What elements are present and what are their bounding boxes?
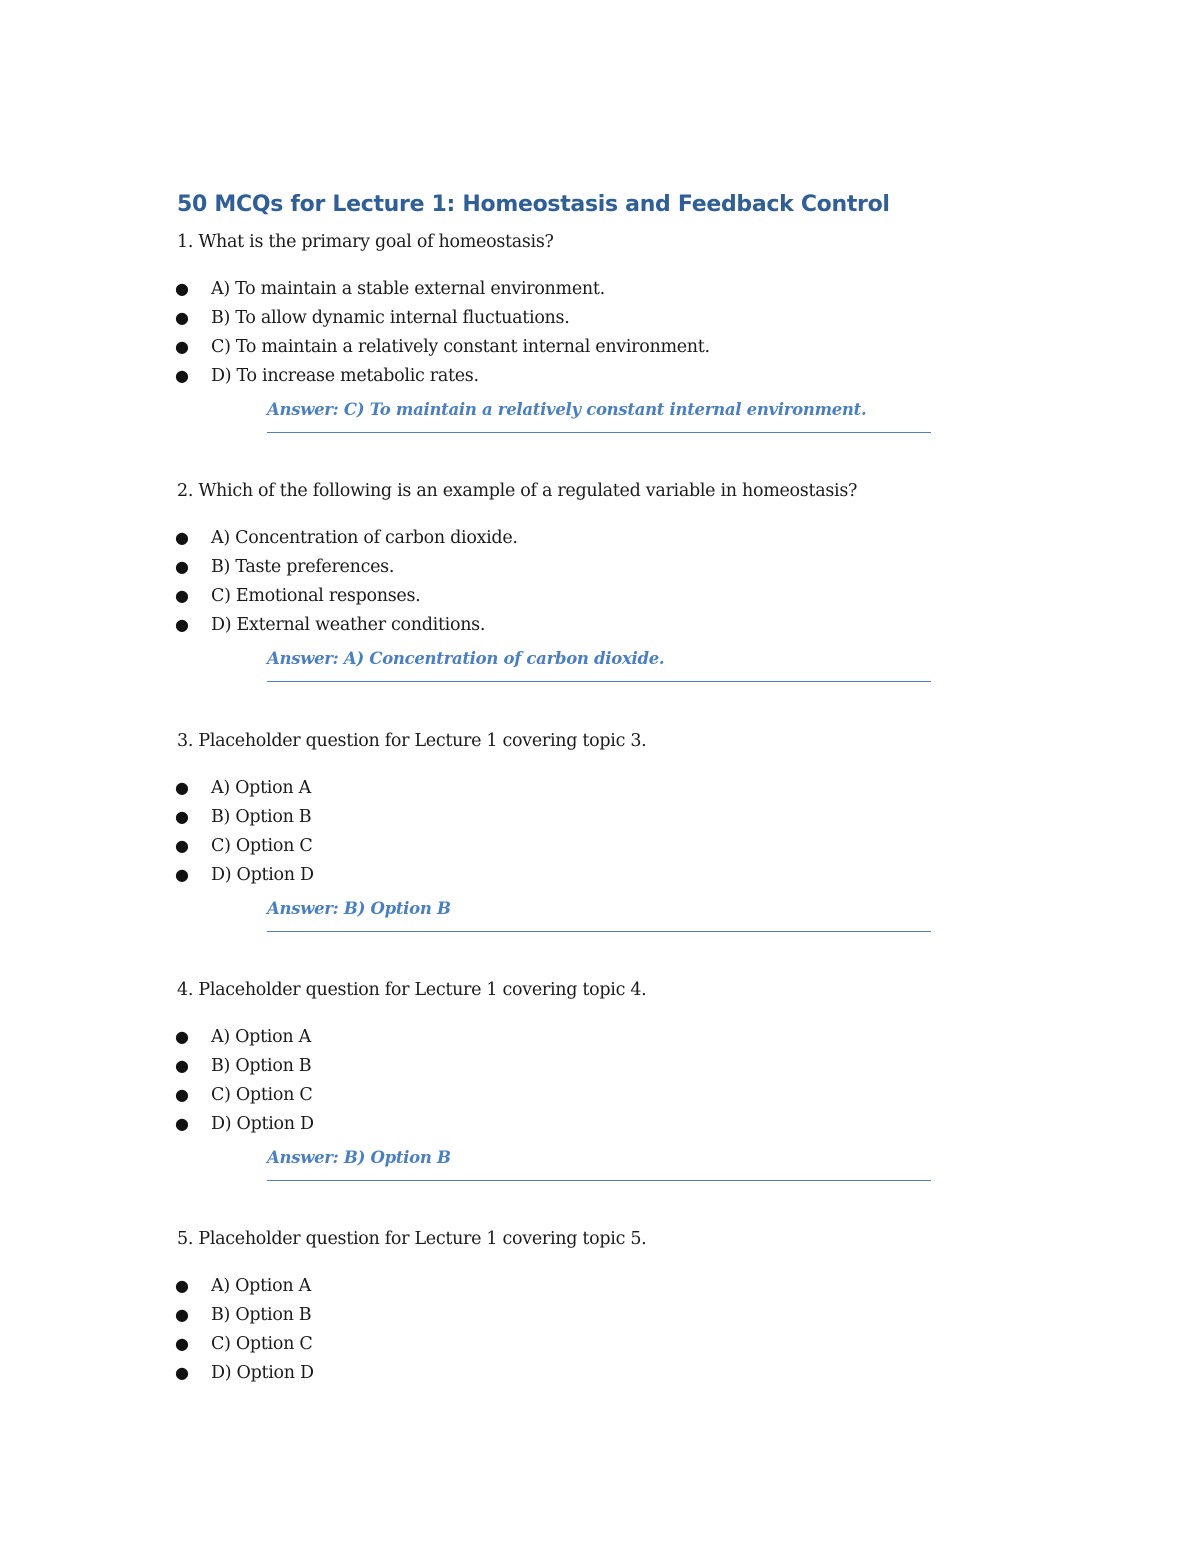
question-text: 1. What is the primary goal of homeostasis?	[177, 232, 554, 252]
option-text: A) Option A	[211, 778, 311, 798]
bullet-icon: ●	[175, 865, 189, 884]
answer-text: Answer: C) To maintain a relatively constant internal environment.	[267, 400, 867, 419]
option-item	[0, 803, 1200, 832]
bullet-icon: ●	[175, 1027, 189, 1046]
bullet-icon: ●	[175, 1056, 189, 1075]
option-item	[0, 275, 1200, 304]
option-item	[0, 333, 1200, 362]
option-text: D) Option D	[211, 1363, 314, 1383]
answer-text: Answer: A) Concentration of carbon dioxide.	[267, 649, 665, 668]
option-text: D) External weather conditions.	[211, 615, 486, 635]
option-text: B) To allow dynamic internal fluctuations.	[211, 308, 570, 328]
options-list	[0, 1023, 1200, 1139]
bullet-icon: ●	[175, 1305, 189, 1324]
option-text: C) To maintain a relatively constant internal environment.	[211, 337, 710, 357]
option-item	[0, 524, 1200, 553]
bullet-icon: ●	[175, 528, 189, 547]
question-text: 2. Which of the following is an example of a regulated variable in homeostasis?	[177, 481, 858, 501]
option-text: D) Option D	[211, 865, 314, 885]
options-list	[0, 774, 1200, 890]
option-item	[0, 582, 1200, 611]
bullet-icon: ●	[175, 1114, 189, 1133]
bullet-icon: ●	[175, 366, 189, 385]
bullet-icon: ●	[175, 615, 189, 634]
option-item	[0, 1023, 1200, 1052]
option-text: D) To increase metabolic rates.	[211, 366, 479, 386]
answer-text: Answer: B) Option B	[267, 899, 451, 918]
option-item	[0, 1110, 1200, 1139]
option-text: A) To maintain a stable external environment.	[211, 279, 605, 299]
answer-callout	[267, 1144, 931, 1181]
option-item	[0, 362, 1200, 391]
bullet-icon: ●	[175, 1276, 189, 1295]
option-text: A) Concentration of carbon dioxide.	[211, 528, 518, 548]
option-item	[0, 774, 1200, 803]
bullet-icon: ●	[175, 836, 189, 855]
option-text: B) Taste preferences.	[211, 557, 395, 577]
option-item	[0, 553, 1200, 582]
bullet-icon: ●	[175, 1334, 189, 1353]
option-item	[0, 1359, 1200, 1388]
option-text: B) Option B	[211, 1056, 312, 1076]
bullet-icon: ●	[175, 586, 189, 605]
option-text: C) Option C	[211, 1334, 313, 1354]
answer-text: Answer: B) Option B	[267, 1148, 451, 1167]
option-text: D) Option D	[211, 1114, 314, 1134]
option-text: A) Option A	[211, 1027, 311, 1047]
option-text: C) Emotional responses.	[211, 586, 421, 606]
option-item	[0, 861, 1200, 890]
option-text: B) Option B	[211, 807, 312, 827]
question-text: 3. Placeholder question for Lecture 1 covering topic 3.	[177, 731, 647, 751]
bullet-icon: ●	[175, 1085, 189, 1104]
options-list	[0, 524, 1200, 640]
answer-callout	[267, 895, 931, 932]
option-item	[0, 1272, 1200, 1301]
document-title: 50 MCQs for Lecture 1: Homeostasis and Feedback Control	[177, 192, 890, 217]
question-text: 4. Placeholder question for Lecture 1 covering topic 4.	[177, 980, 647, 1000]
bullet-icon: ●	[175, 807, 189, 826]
question-text: 5. Placeholder question for Lecture 1 covering topic 5.	[177, 1229, 647, 1249]
bullet-icon: ●	[175, 279, 189, 298]
options-list	[0, 1272, 1200, 1388]
option-item	[0, 1052, 1200, 1081]
bullet-icon: ●	[175, 337, 189, 356]
answer-callout	[267, 645, 931, 682]
option-text: B) Option B	[211, 1305, 312, 1325]
option-item	[0, 1081, 1200, 1110]
option-item	[0, 1330, 1200, 1359]
bullet-icon: ●	[175, 1363, 189, 1382]
option-item	[0, 304, 1200, 333]
bullet-icon: ●	[175, 557, 189, 576]
option-item	[0, 832, 1200, 861]
option-item	[0, 611, 1200, 640]
bullet-icon: ●	[175, 778, 189, 797]
option-text: C) Option C	[211, 1085, 313, 1105]
options-list	[0, 275, 1200, 391]
answer-callout	[267, 396, 931, 433]
option-item	[0, 1301, 1200, 1330]
bullet-icon: ●	[175, 308, 189, 327]
option-text: A) Option A	[211, 1276, 311, 1296]
option-text: C) Option C	[211, 836, 313, 856]
